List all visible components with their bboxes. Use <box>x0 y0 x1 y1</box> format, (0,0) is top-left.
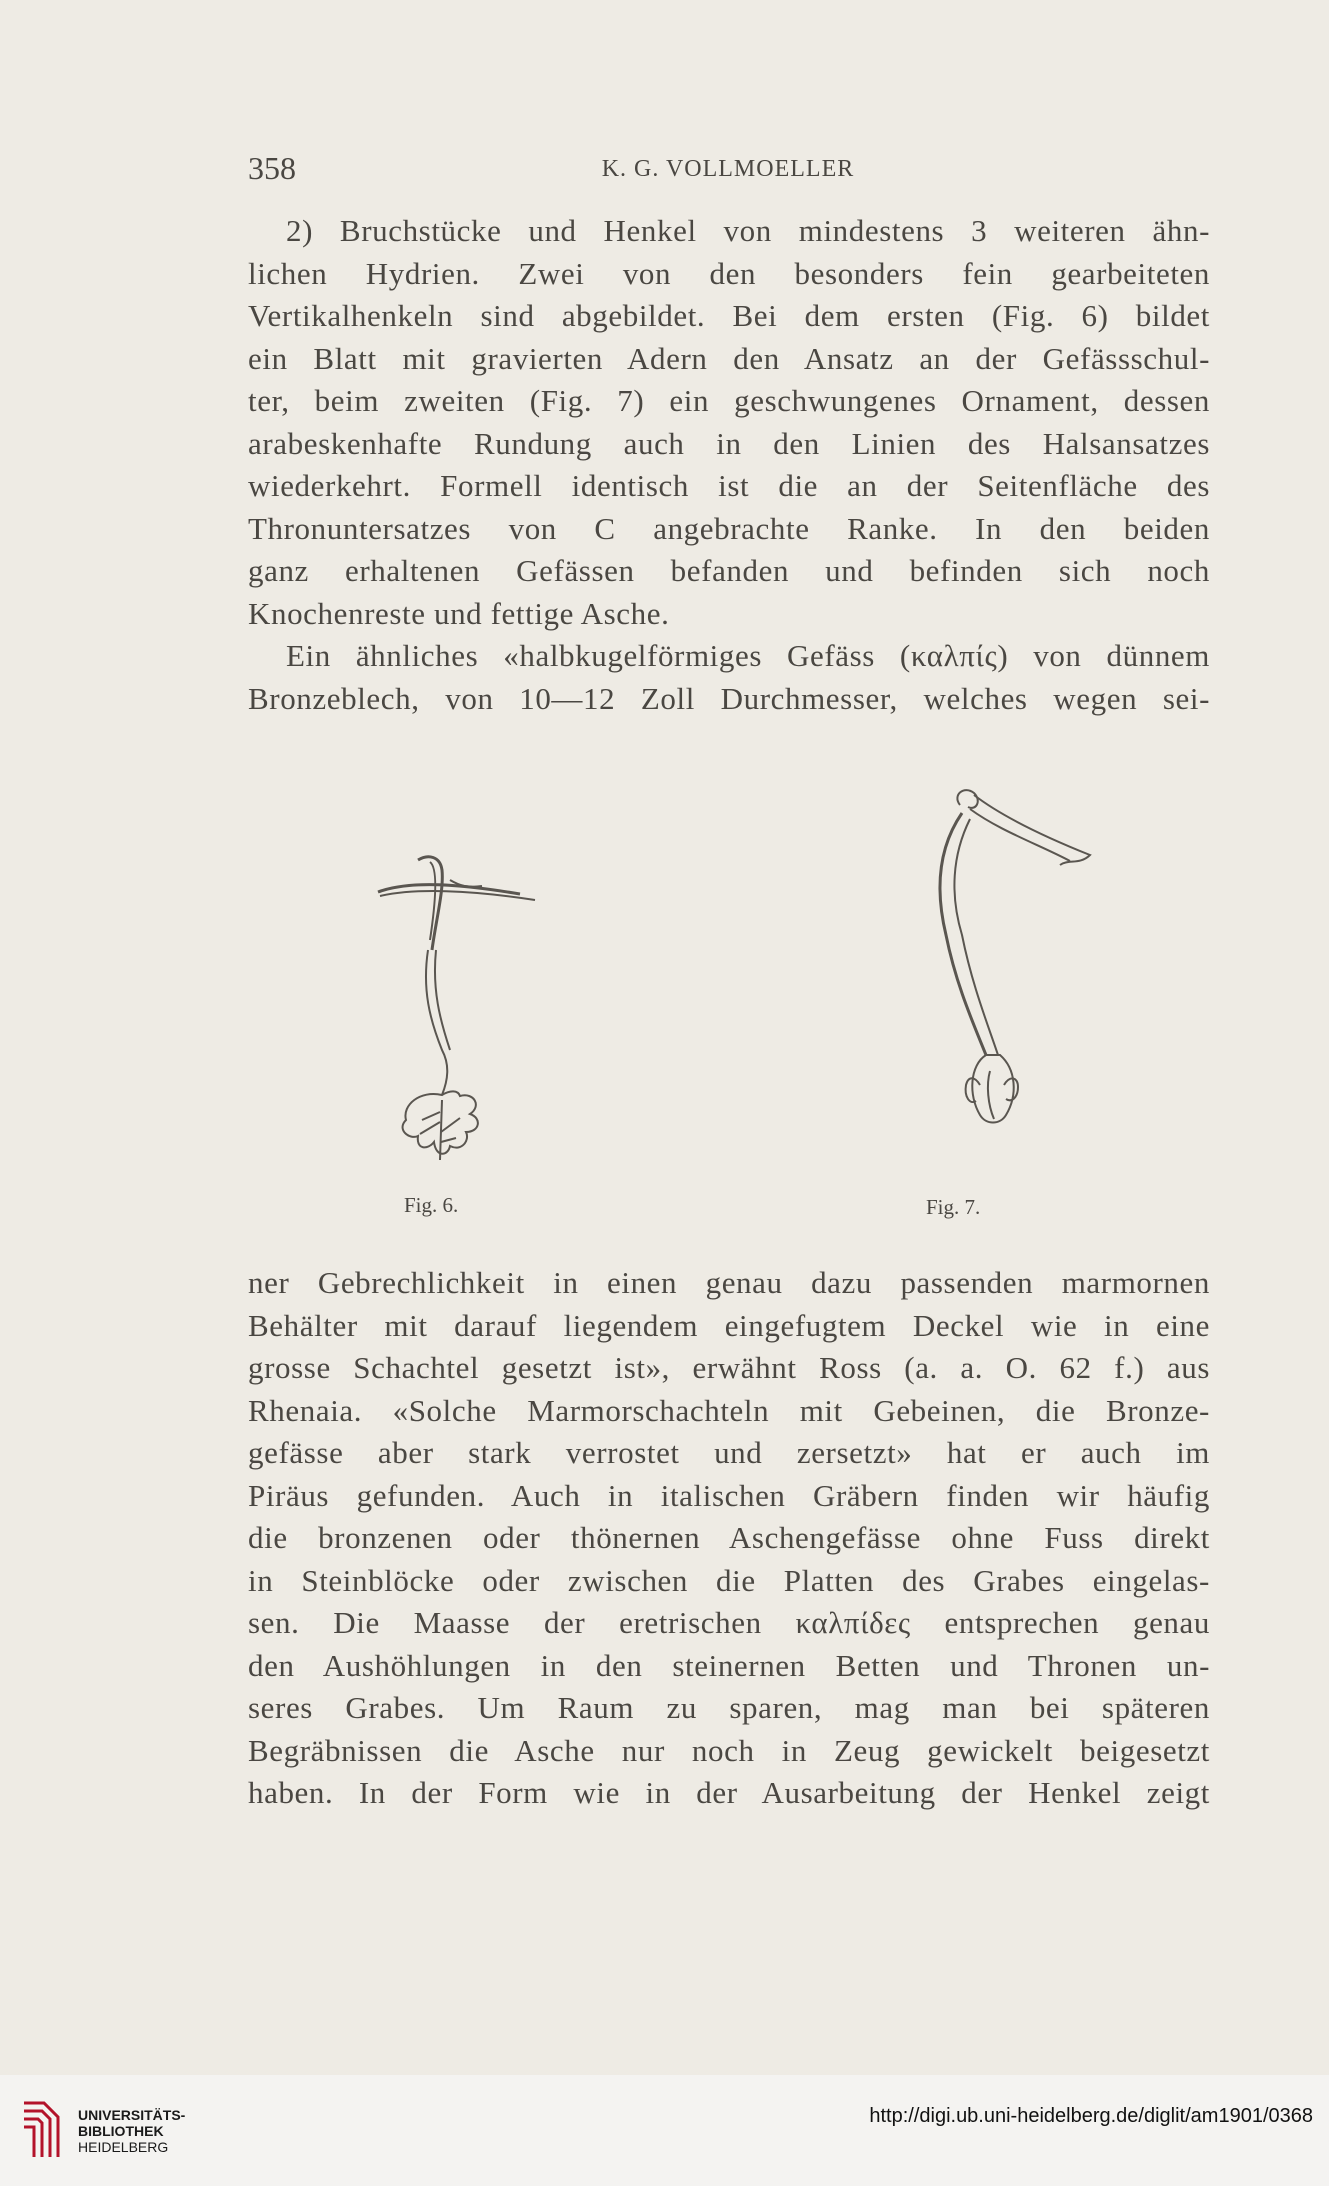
text-line: 2) Bruchstücke und Henkel von mindestens 3 weiteren ähn- <box>286 213 1210 248</box>
text-line: Thronuntersatzes von C angebrachte Ranke. In den beiden <box>248 510 1210 546</box>
text-block-bottom <box>248 1262 1210 1815</box>
fig6-caption: Fig. 6. <box>404 1193 459 1217</box>
fig6-handle-drawing <box>370 850 550 1170</box>
library-name-line: BIBLIOTHEK <box>78 2123 164 2139</box>
text-line: den Aushöhlungen in den steinernen Betten und Thronen un- <box>248 1647 1210 1683</box>
text-line: gefässe aber stark verrostet und zersetzt» hat er auch im <box>248 1435 1210 1470</box>
source-url-link[interactable]: http://digi.ub.uni-heidelberg.de/diglit/am1901/0368 <box>869 2105 1313 2127</box>
library-name-line: HEIDELBERG <box>78 2139 169 2155</box>
text-line: Begräbnissen die Asche nur noch in Zeug gewickelt beigesetzt <box>248 1732 1210 1768</box>
text-line: grosse Schachtel gesetzt ist», erwähnt Ross (a. a. O. 62 f.) aus <box>248 1350 1210 1385</box>
library-name-line: UNIVERSITÄTS- <box>78 2107 186 2123</box>
text-line: ganz erhaltenen Gefässen befanden und befinden sich noch <box>248 553 1210 588</box>
text-line: Piräus gefunden. Auch in italischen Gräbern finden wir häufig <box>248 1477 1210 1513</box>
text-line: sen. Die Maasse der eretrischen καλπίδες entsprechen genau <box>248 1605 1210 1640</box>
page-number: 358 <box>248 150 296 186</box>
library-name <box>78 2107 185 2155</box>
text-line: in Steinblöcke oder zwischen die Platten des Grabes eingelas- <box>248 1562 1210 1598</box>
text-line: seres Grabes. Um Raum zu sparen, mag man bei späteren <box>248 1690 1210 1725</box>
text-line: Ein ähnliches «halbkugelförmiges Gefäss (καλπίς) von dünnem <box>286 638 1210 673</box>
text-line: ter, beim zweiten (Fig. 7) ein geschwungenes Ornament, dessen <box>248 383 1210 418</box>
text-line: ner Gebrechlichkeit in einen genau dazu passenden marmornen <box>248 1265 1210 1300</box>
text-line: Knochenreste und fettige Asche. <box>248 595 670 631</box>
figure-7 <box>890 785 1110 1145</box>
figure-6 <box>370 850 550 1170</box>
text-line: ein Blatt mit gravierten Adern den Ansatz an der Gefässschul- <box>248 340 1210 376</box>
text-line: arabeskenhafte Rundung auch in den Linien des Halsansatzes <box>248 425 1210 461</box>
text-line: Bronzeblech, von 10—12 Zoll Durchmesser, welches wegen sei- <box>248 680 1210 716</box>
text-line: Rhenaia. «Solche Marmorschachteln mit Gebeinen, die Bronze- <box>248 1392 1210 1428</box>
text-line: Behälter mit darauf liegendem eingefugtem Deckel wie in eine <box>248 1307 1210 1343</box>
running-head: K. G. VOLLMOELLER <box>601 156 855 182</box>
page-header <box>248 150 1208 190</box>
text-line: lichen Hydrien. Zwei von den besonders fein gearbeiteten <box>248 255 1210 291</box>
library-logo-icon[interactable] <box>18 2097 64 2163</box>
text-line: die bronzenen oder thönernen Aschengefässe ohne Fuss direkt <box>248 1520 1210 1555</box>
text-line: haben. In der Form wie in der Ausarbeitung der Henkel zeigt <box>248 1775 1210 1810</box>
fig7-handle-drawing <box>890 785 1110 1145</box>
text-line: Vertikalhenkeln sind abgebildet. Bei dem ersten (Fig. 6) bildet <box>248 298 1210 333</box>
fig7-caption: Fig. 7. <box>926 1195 981 1219</box>
text-line: wiederkehrt. Formell identisch ist die an der Seitenfläche des <box>248 468 1210 503</box>
footer-bar <box>0 2075 1329 2186</box>
text-block-top <box>248 210 1210 720</box>
